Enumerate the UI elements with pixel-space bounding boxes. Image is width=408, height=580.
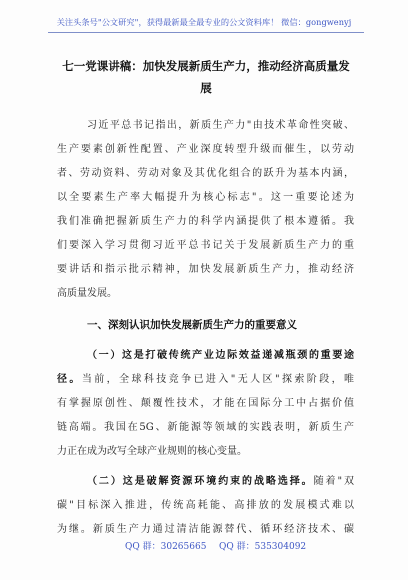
paragraph-line: 有掌握原创性、颠覆性技术，才能在国际分工中占据价值 — [57, 398, 354, 409]
title-line-1: 七一党课讲稿：加快发展新质生产力，推动经济高质量发 — [62, 59, 350, 73]
paragraph-line: 我们准确把握新质生产力的科学内涵提供了根本遵循。我 — [57, 216, 354, 227]
title-line-2: 展 — [200, 81, 212, 95]
paragraph-line — [57, 373, 354, 387]
paragraph-line: 碳"目标深入推进，传统高耗能、高排放的发展模式难以 — [57, 500, 354, 511]
paragraph-line: 力正在成为改写全球产业规则的核心变量。 — [57, 446, 247, 457]
paragraph-text: 当前，全球科技竞争已进入"无人区"探索阶段，唯 — [81, 374, 354, 385]
page-header: 关注头条号"公文研究"，获得最新最全最专业的公文资料库！ 微信：gongwenyj — [56, 17, 352, 27]
paragraph-line: 以全要素生产率大幅提升为核心标志"。这一重要论述为 — [57, 192, 354, 203]
paragraph-line: 习近平总书记指出，新质生产力"由技术革命性突破、 — [87, 120, 354, 131]
subsection-heading: （二）这是破解资源环境约束的战略选择。 — [87, 476, 314, 487]
subsection-heading: （一）这是打破传统产业边际效益递减瓶颈的重要途 — [87, 350, 354, 361]
paragraph-line: 链高端。我国在5G、新能源等领域的实践表明，新质生产 — [57, 422, 354, 433]
paragraph-line: 们要深入学习贯彻习近平总书记关于发展新质生产力的重 — [57, 240, 354, 251]
paragraph-line — [87, 475, 354, 489]
paragraph-line: 者、劳动资料、劳动对象及其优化组合的跃升为基本内涵， — [57, 168, 354, 179]
header-rule — [48, 32, 364, 33]
section-heading: 一、深刻认识加快发展新质生产力的重要意义 — [87, 319, 297, 331]
paragraph-line: 为继。新质生产力通过清洁能源替代、循环经济技术、碳 — [57, 524, 354, 535]
paragraph-line: 生产要素创新性配置、产业深度转型升级而催生，以劳动 — [57, 144, 354, 155]
paragraph-text: 随着"双 — [313, 476, 354, 487]
footer-qq-group-2: QQ 群：535304092 — [219, 542, 307, 552]
paragraph-line: 高质量发展。 — [57, 288, 117, 299]
footer-qq-group-1: QQ 群：30265665 — [125, 542, 207, 552]
subsection-heading-end: 径。 — [57, 374, 82, 385]
paragraph-line: 要讲话和指示批示精神，加快发展新质生产力，推动经济 — [57, 264, 354, 275]
